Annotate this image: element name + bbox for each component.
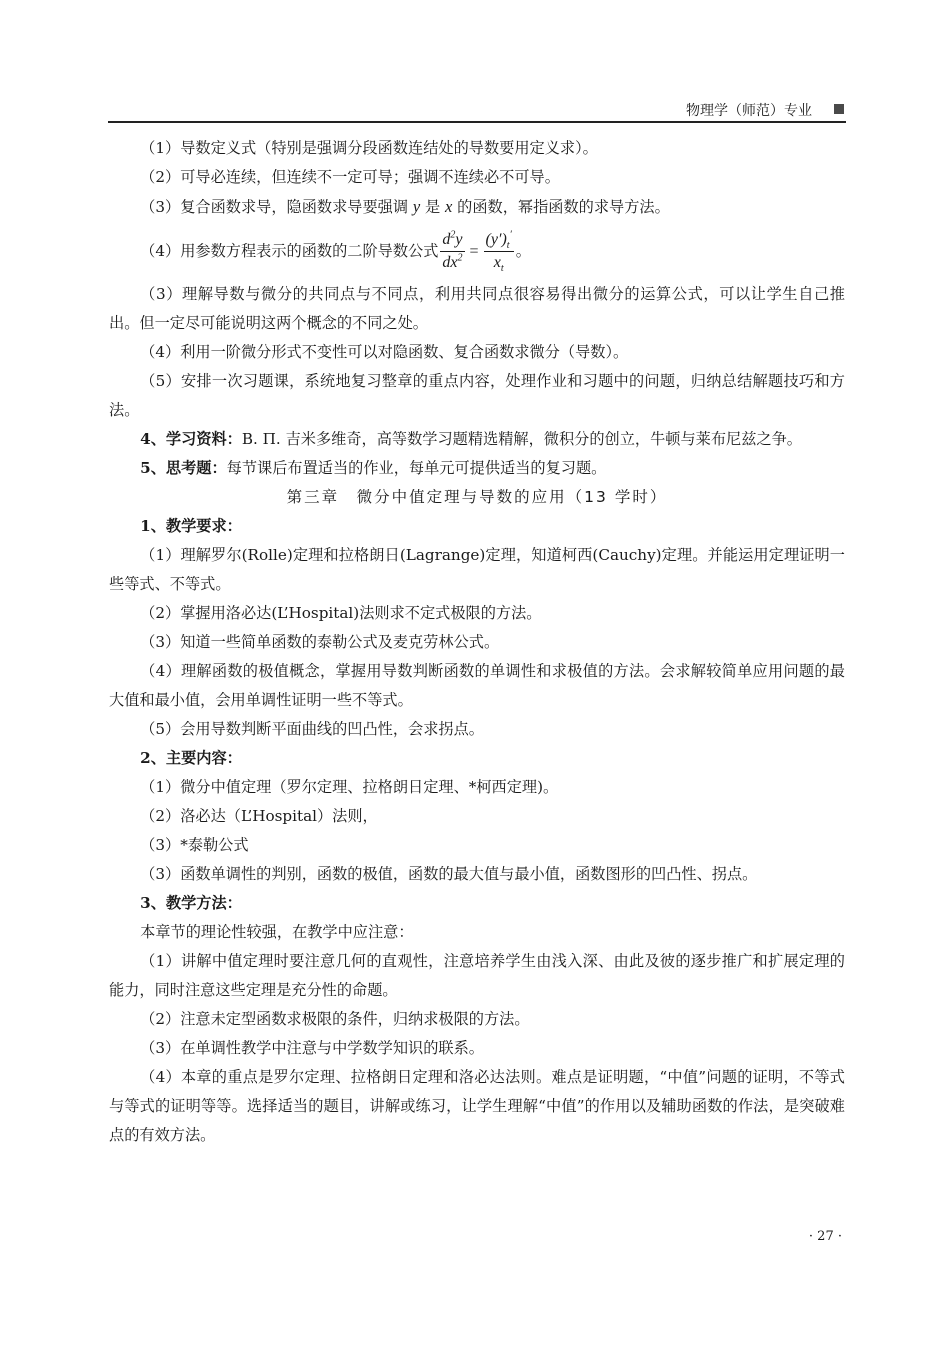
page-number: · 27 · bbox=[808, 1229, 842, 1244]
heading-teaching-requirements: 1、教学要求： bbox=[140, 517, 242, 535]
method-2: （2）注意未定型函数求极限的条件，归纳求极限的方法。 bbox=[140, 1010, 530, 1028]
var-x: x bbox=[445, 197, 453, 216]
item-derivative-definition: （1）导数定义式（特别是强调分段函数连结处的导数要用定义求）。 bbox=[140, 139, 598, 157]
methods-intro: 本章节的理论性较强，在教学中应注意： bbox=[140, 923, 414, 941]
header-square-mark bbox=[834, 104, 844, 114]
heading-main-content: 2、主要内容： bbox=[140, 749, 242, 767]
requirement-1: （1）理解罗尔(Rolle)定理和拉格朗日(Lagrange)定理，知道柯西(Cauchy)定理。并能运用定理证明一些等式、不等式。 bbox=[109, 546, 845, 593]
heading-teaching-methods: 3、教学方法： bbox=[140, 894, 242, 912]
header-rule bbox=[108, 121, 846, 123]
requirement-4: （4）理解函数的极值概念，掌握用导数判断函数的单调性和求极值的方法。会求解较简单应用问题的最大值和最小值，会用单调性证明一些不等式。 bbox=[109, 662, 845, 709]
formula-rhs-fraction: $\frac{(y')_t'}{x_t}$ bbox=[485, 229, 512, 274]
header-title: 物理学（师范）专业 bbox=[686, 103, 812, 119]
item-composite-derivative: （3）复合函数求导，隐函数求导要强调 y 是 x 的函数，幂指函数的求导方法。 bbox=[140, 197, 670, 216]
content-1: （1）微分中值定理（罗尔定理、拉格朗日定理、*柯西定理)。 bbox=[140, 778, 559, 796]
formula-lhs-fraction: $\frac{d^2y}{dx^2}$ bbox=[442, 229, 463, 271]
chapter-title: 第三章 微分中值定理与导数的应用（13 学时） bbox=[286, 488, 668, 506]
paragraph-first-order-invariance: （4）利用一阶微分形式不变性可以对隐函数、复合函数求微分（导数）。 bbox=[140, 343, 629, 361]
formula-equals: = bbox=[469, 242, 479, 260]
requirement-2: （2）掌握用洛必达(L’Hospital)法则求不定式极限的方法。 bbox=[140, 604, 542, 622]
requirement-5: （5）会用导数判断平面曲线的凹凸性，会求拐点。 bbox=[140, 720, 484, 738]
page-header bbox=[108, 96, 846, 122]
content-3: （3）*泰勒公式 bbox=[140, 836, 249, 854]
page-body bbox=[109, 134, 845, 1150]
var-y: y bbox=[412, 197, 421, 216]
content-2: （2）洛必达（L’Hospital）法则， bbox=[140, 807, 378, 825]
paragraph-exercise-class: （5）安排一次习题课，系统地复习整章的重点内容，处理作业和习题中的问题，归纳总结解题技巧和方法。 bbox=[109, 372, 845, 419]
method-4: （4）本章的重点是罗尔定理、拉格朗日定理和洛必达法则。难点是证明题，“中值”问题的证明，不等式与等式的证明等等。选择适当的题目，讲解或练习，让学生理解“中值”的作用以及辅助函数的作法，是突破难点的有效方法。 bbox=[109, 1068, 845, 1144]
content-4: （3）函数单调性的判别，函数的极值，函数的最大值与最小值，函数图形的凹凸性、拐点。 bbox=[140, 865, 758, 883]
section-thinking-questions: 5、思考题：每节课后布置适当的作业，每单元可提供适当的复习题。 bbox=[140, 459, 607, 477]
paragraph-derivative-vs-differential: （3）理解导数与微分的共同点与不同点，利用共同点很容易得出微分的运算公式，可以让学生自己推出。但一定尽可能说明这两个概念的不同之处。 bbox=[109, 285, 845, 332]
requirement-3: （3）知道一些简单函数的泰勒公式及麦克劳林公式。 bbox=[140, 633, 500, 651]
method-3: （3）在单调性教学中注意与中学数学知识的联系。 bbox=[140, 1039, 484, 1057]
section-learning-materials: 4、学习资料：B. П. 吉米多维奇，高等数学习题精选精解，微积分的创立，牛顿与莱布尼兹之争。 bbox=[140, 430, 802, 448]
item-differentiable-continuous: （2）可导必连续，但连续不一定可导；强调不连续必不可导。 bbox=[140, 168, 560, 186]
item-parametric-second-derivative: （4）用参数方程表示的函数的二阶导数公式 $\frac{d^2y}{dx^2}$ = $\frac{(y')_t'}{x_t}$ 。 bbox=[140, 229, 531, 274]
method-1: （1）讲解中值定理时要注意几何的直观性，注意培养学生由浅入深、由此及彼的逐步推广和扩展定理的能力，同时注意这些定理是充分性的命题。 bbox=[109, 952, 845, 999]
